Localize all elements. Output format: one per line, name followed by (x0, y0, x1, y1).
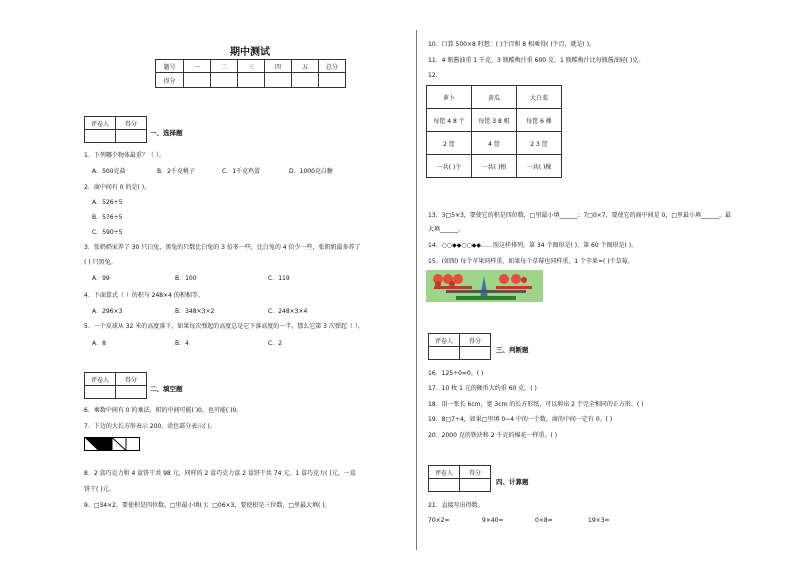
question-13: 13．3□5×3，要使它的积是四位数，□里最小填______；7□0×7，要使它的商中间是 0，□里最小填______，最 (428, 212, 731, 219)
score-cell (319, 73, 346, 88)
question-6: 6．乘数中间有 0 的乘法，积的中间可能( )0，也可能( )0。 (84, 407, 243, 414)
calc-item: 9×40= (482, 517, 504, 524)
score-label: 得分 (116, 373, 147, 386)
question-3-cont: ( ) 只黑兔。 (84, 259, 117, 266)
option: A．8 (92, 340, 106, 347)
question-10: 10．口算 500×8 时想：( )个百和 8 相乘得( )个百，就是( )。 (428, 41, 596, 48)
calc-item: 0×8= (535, 517, 553, 524)
score-label: 得分 (460, 466, 491, 479)
score-header-cell: 三 (238, 60, 265, 73)
grader-box (84, 372, 147, 399)
grid-cell: 一共( )棵 (517, 155, 562, 178)
question-16: 16．125÷0=0。( ) (428, 370, 484, 377)
question-7: 7．下边的大长方形表示 200，涂色部分表示( )。 (84, 423, 216, 430)
grid-row (427, 132, 562, 155)
grader-cell (429, 479, 460, 492)
score-header-cell: 一 (184, 60, 211, 73)
option: B．576÷5 (92, 214, 123, 221)
grader-box (428, 465, 491, 492)
column-divider (416, 30, 417, 550)
question-2: 2．商中间有 0 的是( )。 (84, 184, 151, 191)
score-cell (460, 479, 491, 492)
score-cell: 得分 (156, 73, 184, 88)
option: B．4 (175, 340, 189, 347)
question-15: 15．(如图) 每个苹果同样重，如果每个草莓也同样重，1 个苹果=( )个草莓。 (428, 258, 634, 265)
grid-cell: 每筐 4 8 个 (427, 109, 472, 132)
score-header-cell: 题号 (156, 60, 184, 73)
calc-item: 19×3= (588, 517, 610, 524)
grader-cell (429, 347, 460, 360)
option: C．2 (268, 340, 283, 347)
question-4: 4．下面算式（ ）的积与 248×4 的积相等。 (84, 292, 204, 299)
score-table-row (156, 73, 346, 88)
score-table (155, 59, 346, 88)
option: B．2千克桃子 (157, 168, 195, 175)
grader-label: 评卷人 (429, 466, 460, 479)
score-label: 得分 (116, 117, 147, 130)
option: A．296×3 (92, 308, 123, 315)
score-cell (116, 130, 147, 143)
question-8: 8．2 盒巧克力和 4 盒饼干共 98 元，同样的 2 盒巧克力盒 2 盒饼干共 74 元。1 盒巧克力( )元，一盒 (84, 470, 356, 477)
option: B．100 (175, 275, 197, 282)
score-header-cell: 四 (265, 60, 292, 73)
question-14: 14．○○◆◆○○◆◆……照这样排列，第 34 个图形是( )，第 60 个图形是( )。 (428, 242, 638, 249)
grid-cell: 每筐 3 8 根 (472, 109, 517, 132)
question-8-cont: 饼干( )元。 (84, 486, 115, 493)
option: C．590÷5 (92, 229, 123, 236)
grader-box (428, 333, 491, 360)
question-21: 21．直接写出得数。 (428, 502, 484, 509)
grader-label: 评卷人 (429, 334, 460, 347)
question-9: 9．□34×2，要使积是四位数，□里最小填( )；□06×3，要使积是三位数，□里最大填( )。 (84, 502, 331, 509)
question-3: 3．张奶奶家养了 30 只白兔，黑兔的只数比白兔的 3 倍多一些，比白兔的 4 倍少一些，张奶奶最多养了 (84, 244, 361, 251)
vegetable-grid (426, 85, 562, 178)
score-label: 得分 (460, 334, 491, 347)
score-header-cell: 二 (211, 60, 238, 73)
score-table-header-row (156, 60, 346, 73)
grid-cell: 2 3 筐 (517, 132, 562, 155)
option: A．99 (92, 275, 110, 282)
section-title: 四、计算题 (496, 478, 529, 486)
option: D．1000克白糖 (289, 168, 333, 175)
score-cell (116, 386, 147, 399)
grader-label: 评卷人 (85, 117, 116, 130)
grader-box (84, 116, 147, 143)
grid-cell: 大白菜 (517, 86, 562, 109)
grid-cell: 4 筐 (472, 132, 517, 155)
question-13-cont: 大填______。 (428, 226, 465, 233)
section-title: 二、填空题 (150, 385, 183, 393)
question-19: 19．8□7÷4，如果□里填 0~4 中的一个数，商的中间一定有 0。( ) (428, 416, 613, 423)
question-17: 17．10 枚 1 元的硬币大约重 60 克。( ) (428, 385, 537, 392)
score-cell (292, 73, 319, 88)
grid-cell: 萝卜 (427, 86, 472, 109)
grid-cell: 一共( )个 (427, 155, 472, 178)
option: A．500克盐 (92, 168, 126, 175)
question-1: 1．下列哪个物体最重？（ ）。 (84, 152, 165, 159)
grader-label: 评卷人 (85, 373, 116, 386)
question-11: 11．4 瓶酱油重 1 千克，3 瓶酷梅汁重 600 克，1 瓶酷梅汁比每瓶酱油轻( )克。 (428, 57, 645, 64)
score-header-cell: 总分 (319, 60, 346, 73)
score-header-cell: 五 (292, 60, 319, 73)
calc-item: 70×2= (428, 517, 450, 524)
grader-cell (85, 386, 116, 399)
section-title: 三、判断题 (496, 346, 529, 354)
option: A．526÷5 (92, 199, 123, 206)
section-title: 一、选择题 (150, 129, 183, 137)
question-12: 12． (428, 72, 442, 79)
grid-cell: 黄瓜 (472, 86, 517, 109)
grid-row (427, 155, 562, 178)
question-18: 18．用一张长 6cm，宽 3cm 的长方形纸，可以剪出 2 个完全相同的正方形。( ) (428, 401, 644, 408)
option: C．119 (268, 275, 290, 282)
score-cell (211, 73, 238, 88)
option: B．348×3×2 (175, 308, 215, 315)
question-5: 5．一个皮球从 32 米的高度落下，如果每次弹起的高度总是它下落高度的一半，那么它第 3 次弹起（ ）。 (84, 323, 364, 330)
grid-cell: 每筐 6 棵 (517, 109, 562, 132)
grid-cell: 一共( )根 (472, 155, 517, 178)
grid-cell: 2 筐 (427, 132, 472, 155)
option: C．1千克鸡蛋 (222, 168, 261, 175)
grader-cell (85, 130, 116, 143)
score-cell (265, 73, 292, 88)
page-title: 期中测试 (230, 47, 270, 58)
option: C．248×3×4 (268, 308, 308, 315)
question-20: 20．2000 克的铁块和 2 千克的棉花一样重。( ) (428, 432, 558, 439)
shaded-rectangle-figure (84, 436, 140, 450)
grid-row (427, 109, 562, 132)
score-cell (238, 73, 265, 88)
score-cell (460, 347, 491, 360)
grid-row (427, 86, 562, 109)
score-cell (184, 73, 211, 88)
balance-scale-image (426, 270, 543, 302)
